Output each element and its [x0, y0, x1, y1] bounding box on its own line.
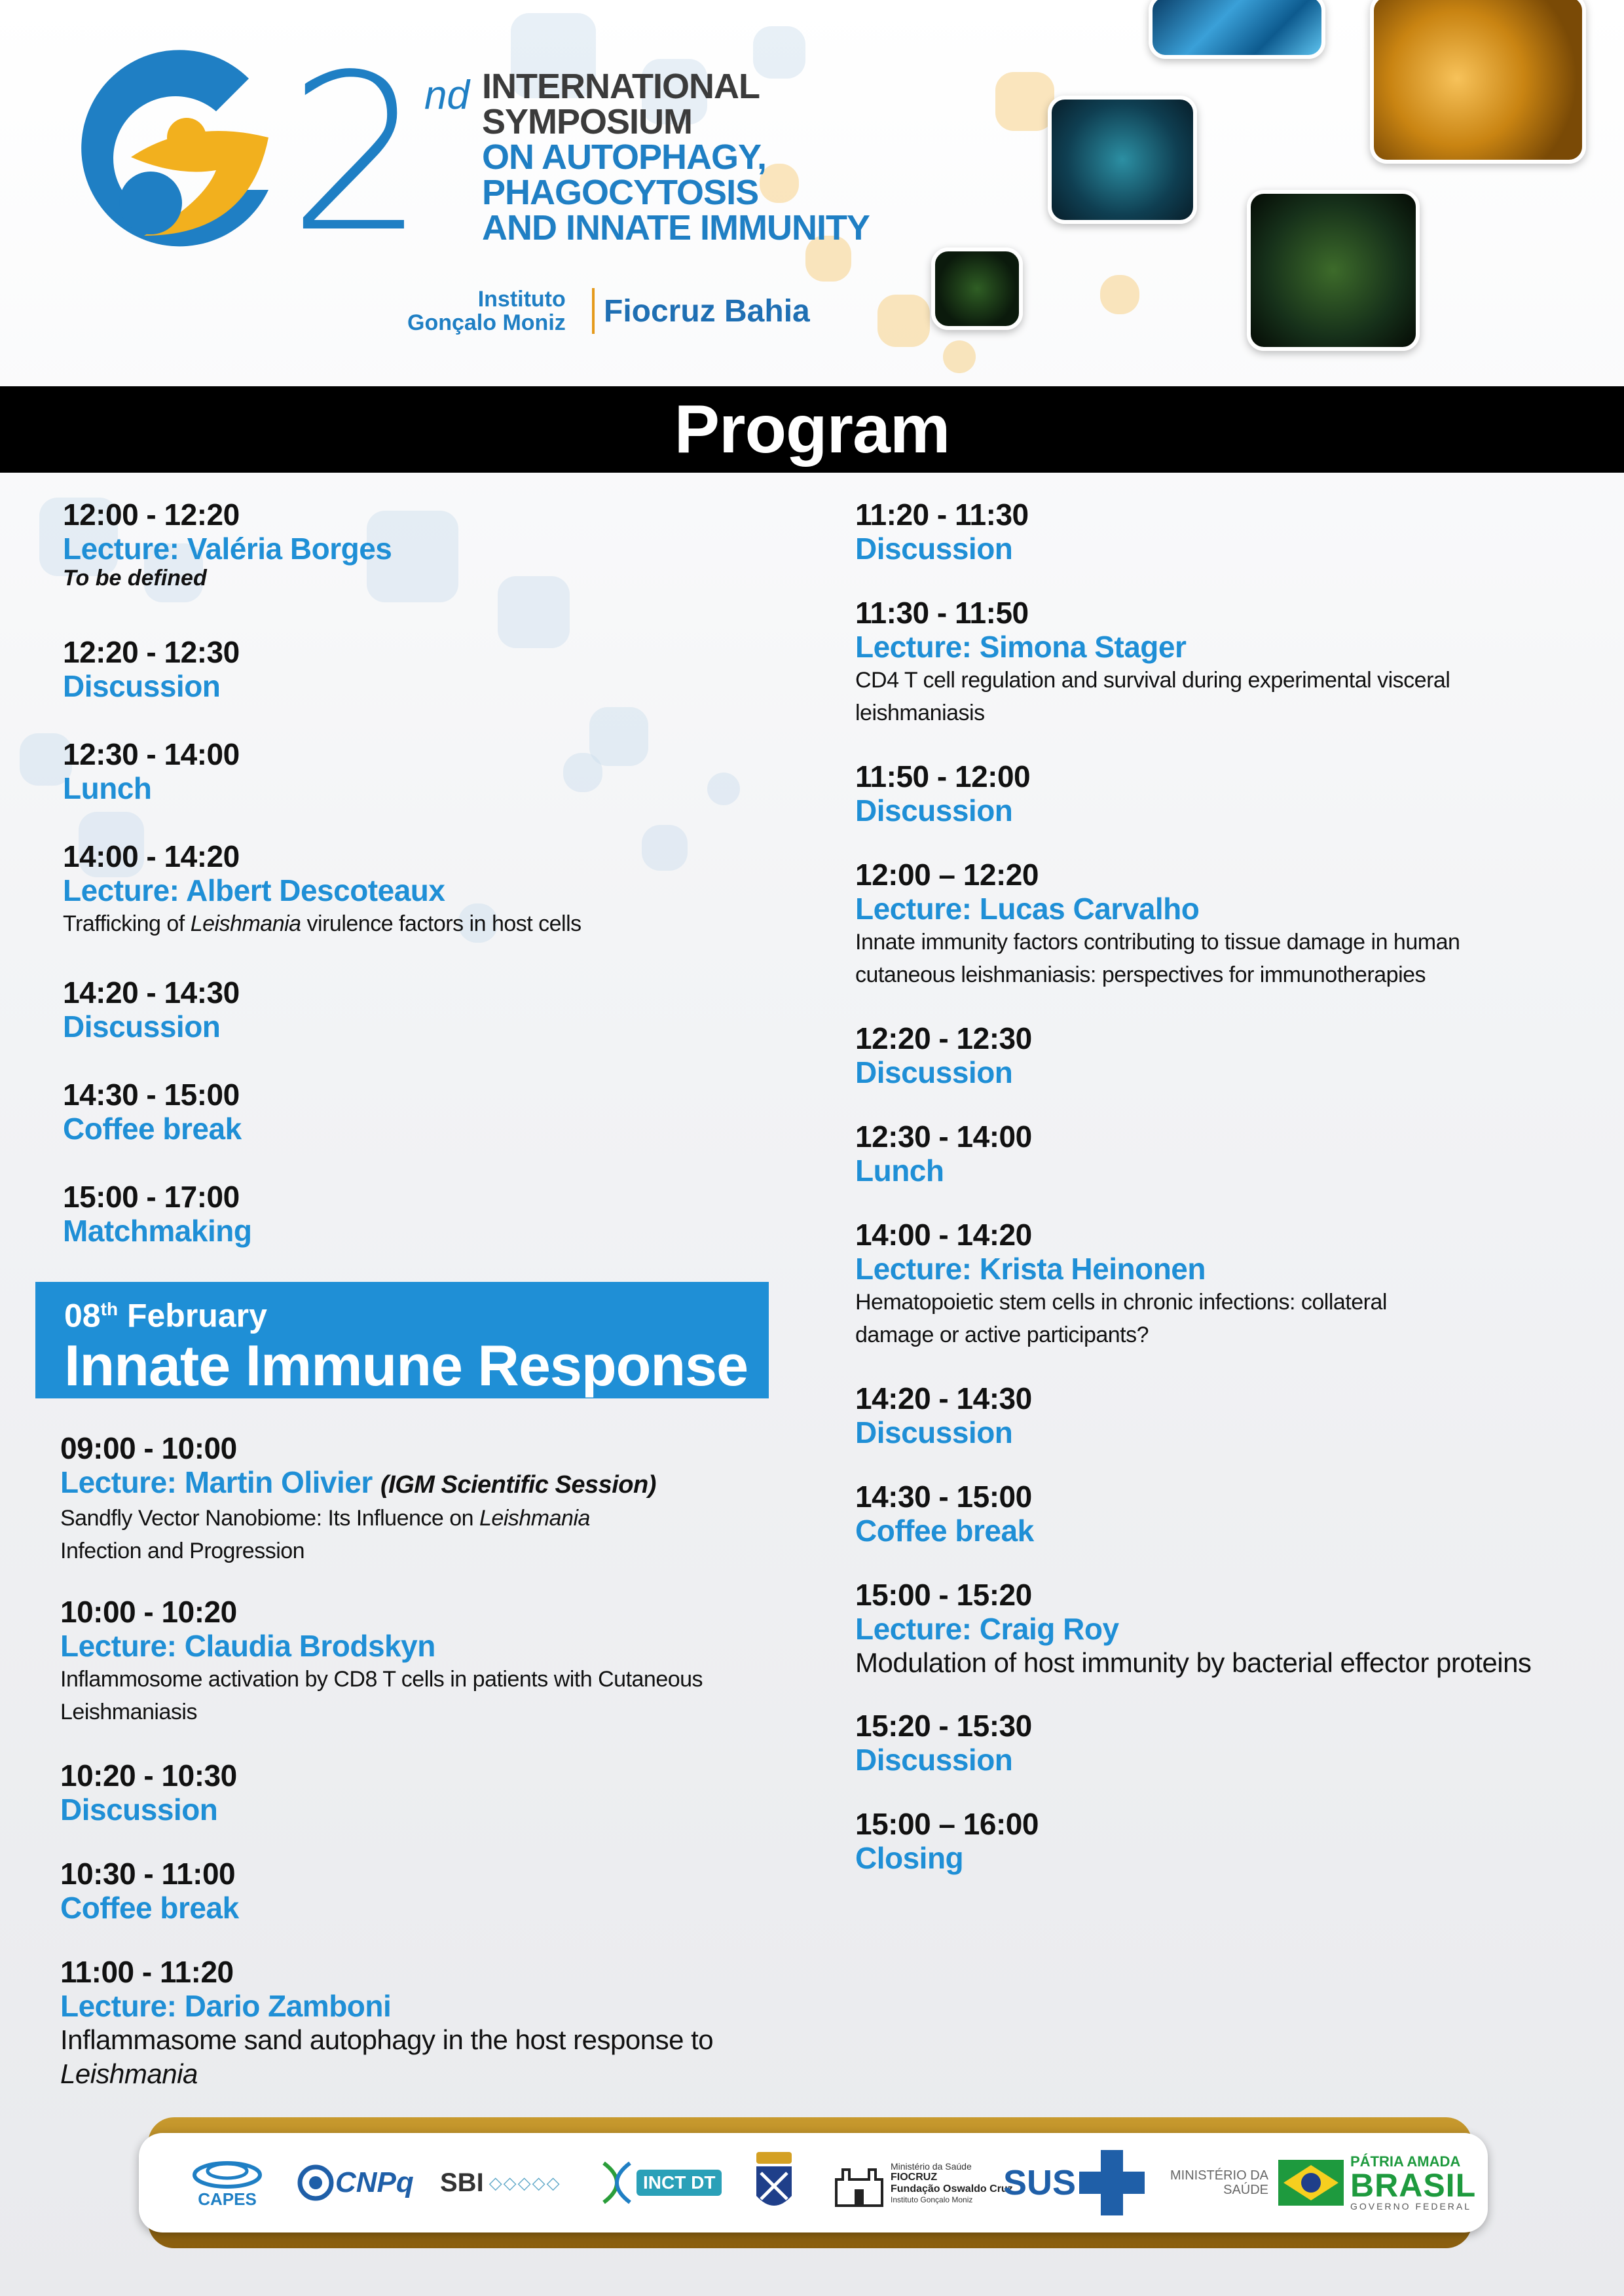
sbi-diamonds-icon: ◇◇◇◇◇ [489, 2172, 561, 2193]
schedule-item [60, 1955, 754, 2091]
microscopy-image [931, 247, 1023, 330]
item-description: Modulation of host immunity by bacterial effector proteins [855, 1647, 1532, 1678]
schedule-item [63, 737, 757, 805]
title-line: SYMPOSIUM [482, 102, 693, 141]
capes-icon [191, 2157, 263, 2189]
item-heading: Discussion [855, 1743, 1013, 1777]
item-time: 14:00 - 14:20 [855, 1218, 1032, 1252]
microscopy-image [1149, 0, 1325, 59]
fiocruz-logo [833, 2133, 1013, 2232]
item-description: Inflammosome activation by CD8 T cells in patients with Cutaneous [60, 1667, 703, 1692]
item-heading: Lecture: Craig Roy [855, 1612, 1119, 1646]
institute-name [407, 288, 566, 335]
desc-italic: Leishmania [479, 1506, 590, 1531]
schedule-item [855, 858, 1582, 991]
item-heading: Lunch [63, 771, 152, 805]
schedule-item [855, 1807, 1582, 1875]
item-heading: Lecture: Krista Heinonen [855, 1252, 1206, 1286]
fiocruz-ministry: Ministério da Saúde [891, 2160, 972, 2172]
schedule-item [855, 1120, 1582, 1188]
item-description-line2: damage or active participants? [855, 1322, 1149, 1347]
cnpq-logo [296, 2133, 414, 2232]
item-heading: Discussion [855, 532, 1013, 566]
sus-cross-icon [1076, 2147, 1148, 2219]
governo-text [1350, 2155, 1476, 2211]
item-heading: Closing [855, 1841, 964, 1875]
item-description [60, 1502, 754, 1535]
item-time: 15:00 – 16:00 [855, 1807, 1039, 1841]
cnpq-icon [296, 2163, 335, 2202]
schedule-item [855, 1480, 1582, 1548]
fiocruz-castle-icon [833, 2157, 885, 2209]
item-description: Inflammasome sand autophagy in the host response to [60, 2024, 714, 2055]
item-heading: Coffee break [60, 1891, 239, 1925]
item-time: 12:30 - 14:00 [855, 1120, 1032, 1154]
microscopy-image [1370, 0, 1586, 164]
item-time: 12:20 - 12:30 [63, 635, 240, 669]
schedule-item [63, 1180, 757, 1248]
schedule-item [60, 1857, 754, 1925]
desc-text: Trafficking of [63, 911, 191, 936]
ministerio-line1: MINISTÉRIO DA [1170, 2168, 1269, 2183]
institute-separator [592, 288, 595, 334]
item-time: 09:00 - 10:00 [60, 1431, 237, 1465]
day-banner [35, 1282, 769, 1398]
day-topic: Innate Immune Response [64, 1332, 748, 1398]
item-description-line2: Leishmania [60, 2058, 198, 2089]
item-description-line2: cutaneous leishmaniasis: perspectives for immunotherapies [855, 962, 1426, 987]
inct-label: INCT DT [637, 2170, 722, 2196]
schedule-item [63, 635, 757, 703]
fiocruz-full: Fundação Oswaldo Cruz [891, 2183, 1013, 2195]
item-heading: Lecture: Simona Stager [855, 630, 1187, 664]
title-line: PHAGOCYTOSIS [482, 173, 759, 212]
item-heading: Coffee break [63, 1112, 242, 1146]
item-heading [60, 1465, 754, 1502]
item-time: 14:00 - 14:20 [63, 839, 240, 873]
schedule-item [855, 1578, 1582, 1680]
governo-federal-logo [1278, 2133, 1476, 2232]
fiocruz-institute: Instituto Gonçalo Moniz [891, 2195, 973, 2204]
item-time: 12:00 – 12:20 [855, 858, 1039, 892]
fiocruz-text [891, 2161, 1013, 2205]
schedule-item [63, 839, 757, 940]
item-heading: Lunch [855, 1154, 944, 1188]
schedule-item [855, 1381, 1582, 1449]
schedule-item [855, 498, 1582, 566]
item-heading: Lecture: Albert Descoteaux [63, 873, 445, 907]
schedule-item [855, 1218, 1582, 1351]
ministerio-saude-logo [1170, 2133, 1268, 2232]
desc-text: virulence factors in host cells [301, 911, 581, 936]
title-line: ON AUTOPHAGY, [482, 137, 767, 177]
heading-text: Lecture: Martin Olivier [60, 1465, 373, 1499]
symposium-title [482, 69, 870, 246]
microscopy-image [1048, 96, 1197, 224]
item-description: CD4 T cell regulation and survival during experimental visceral [855, 668, 1450, 693]
schedule-item [855, 1709, 1582, 1777]
schedule-item [855, 759, 1582, 828]
item-time: 14:20 - 14:30 [855, 1381, 1032, 1415]
item-heading: Lecture: Valéria Borges [63, 532, 392, 566]
item-heading: Discussion [63, 1010, 221, 1044]
cnpq-label: CNPq [335, 2166, 414, 2198]
sus-label: SUS [1003, 2163, 1077, 2202]
edition-number: 2 [288, 28, 419, 280]
header [0, 0, 1624, 386]
item-heading: Discussion [63, 669, 221, 703]
item-time: 12:00 - 12:20 [63, 498, 240, 532]
ministerio-line2: SAÚDE [1223, 2183, 1269, 2197]
schedule-item [60, 1758, 754, 1827]
item-time: 11:30 - 11:50 [855, 596, 1029, 630]
item-time: 14:30 - 15:00 [855, 1480, 1032, 1514]
institute-line: Gonçalo Moniz [407, 310, 566, 335]
item-time: 11:50 - 12:00 [855, 759, 1031, 793]
item-note: To be defined [63, 566, 207, 591]
schedule-item [60, 1595, 754, 1728]
item-time: 14:20 - 14:30 [63, 975, 240, 1010]
fiocruz-bahia: Fiocruz Bahia [604, 294, 810, 329]
inct-logo [597, 2133, 722, 2232]
schedule-item [855, 596, 1582, 729]
bahia-coat-of-arms [751, 2133, 797, 2232]
title-line: AND INNATE IMMUNITY [482, 208, 870, 247]
item-time: 10:20 - 10:30 [60, 1758, 237, 1793]
item-time: 15:00 - 15:20 [855, 1578, 1032, 1612]
day-month: February [118, 1297, 267, 1334]
schedule-item [63, 498, 757, 591]
desc-italic: Leishmania [190, 911, 301, 936]
day-date [64, 1291, 769, 1334]
item-description [63, 907, 757, 940]
sus-logo [1003, 2133, 1148, 2232]
day-suffix: th [100, 1299, 119, 1319]
patria-amada: PÁTRIA AMADA [1350, 2153, 1461, 2170]
item-heading: Lecture: Dario Zamboni [60, 1989, 392, 2023]
item-description-line2: Leishmaniasis [60, 1700, 197, 1724]
heading-extra: (IGM Scientific Session) [380, 1471, 656, 1499]
desc-text: Sandfly Vector Nanobiome: Its Influence on [60, 1506, 480, 1531]
institute-line: Instituto [477, 287, 566, 312]
brasil-label: BRASIL [1350, 2167, 1477, 2204]
item-heading: Lecture: Lucas Carvalho [855, 892, 1200, 926]
item-heading: Matchmaking [63, 1214, 252, 1248]
item-time: 10:00 - 10:20 [60, 1595, 237, 1629]
item-time: 15:00 - 17:00 [63, 1180, 240, 1214]
item-time: 12:30 - 14:00 [63, 737, 240, 771]
program-title: Program [674, 391, 950, 467]
day-number: 08 [64, 1297, 101, 1334]
governo-federal: GOVERNO FEDERAL [1350, 2201, 1472, 2212]
item-heading: Coffee break [855, 1514, 1034, 1548]
item-description-line2: leishmaniasis [855, 701, 985, 725]
item-time: 15:20 - 15:30 [855, 1709, 1032, 1743]
sbi-label: SBI [440, 2168, 484, 2197]
item-description: Hematopoietic stem cells in chronic infections: collateral [855, 1290, 1387, 1315]
schedule-item [60, 1431, 754, 1567]
capes-label: CAPES [198, 2189, 257, 2209]
microscopy-image [1247, 190, 1420, 351]
item-time: 12:20 - 12:30 [855, 1021, 1032, 1055]
item-time: 14:30 - 15:00 [63, 1078, 240, 1112]
schedule-item [63, 1078, 757, 1146]
item-heading: Lecture: Claudia Brodskyn [60, 1629, 435, 1663]
brazil-flag-icon [1278, 2160, 1344, 2206]
item-heading: Discussion [855, 1055, 1013, 1089]
item-time: 10:30 - 11:00 [60, 1857, 236, 1891]
symposium-logo [52, 39, 288, 275]
item-heading: Discussion [855, 793, 1013, 828]
fiocruz-short: FIOCRUZ [891, 2171, 938, 2183]
capes-logo [178, 2133, 276, 2232]
sbi-logo [440, 2133, 561, 2232]
schedule-item [855, 1021, 1582, 1089]
item-heading: Discussion [855, 1415, 1013, 1449]
coat-of-arms-icon [751, 2147, 797, 2219]
title-line: INTERNATIONAL [482, 67, 760, 106]
item-heading: Discussion [60, 1793, 218, 1827]
program-banner [0, 386, 1624, 473]
item-time: 11:20 - 11:30 [855, 498, 1029, 532]
item-time: 11:00 - 11:20 [60, 1955, 234, 1989]
item-description-line2: Infection and Progression [60, 1539, 305, 1563]
schedule-item [63, 975, 757, 1044]
edition-suffix: nd [424, 73, 470, 118]
sponsor-bar [139, 2133, 1488, 2232]
inct-dna-icon [597, 2160, 637, 2206]
item-description: Innate immunity factors contributing to tissue damage in human [855, 930, 1460, 955]
